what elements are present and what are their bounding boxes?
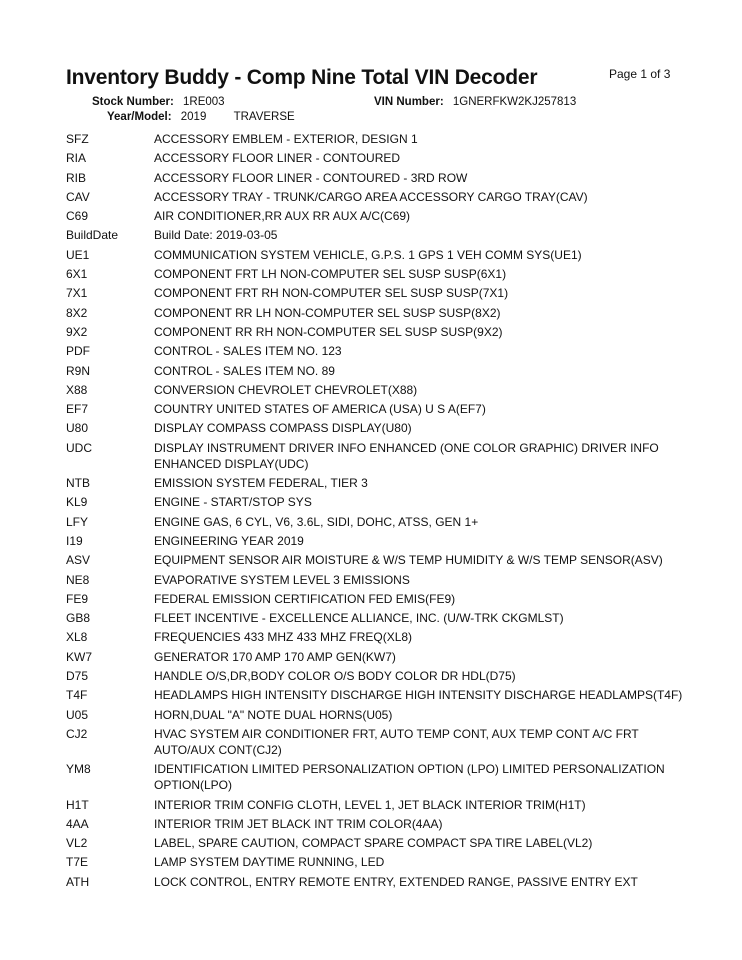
option-code: 9X2 [66,324,88,339]
option-description: LABEL, SPARE CAUTION, COMPACT SPARE COMPACT SPA TIRE LABEL(VL2) [154,836,593,851]
option-row [66,363,686,379]
option-code: BuildDate [66,228,119,243]
option-description: COMMUNICATION SYSTEM VEHICLE, G.P.S. 1 GPS 1 VEH COMM SYS(UE1) [154,247,582,262]
option-code: KW7 [66,649,93,664]
option-description: EQUIPMENT SENSOR AIR MOISTURE & W/S TEMP HUMIDITY & W/S TEMP SENSOR(ASV) [154,553,663,568]
option-description: ENGINE GAS, 6 CYL, V6, 3.6L, SIDI, DOHC, ATSS, GEN 1+ [154,514,479,529]
option-description: DISPLAY COMPASS COMPASS DISPLAY(U80) [154,421,412,436]
option-description: INTERIOR TRIM CONFIG CLOTH, LEVEL 1, JET BLACK INTERIOR TRIM(H1T) [154,797,586,812]
option-description: CONVERSION CHEVROLET CHEVROLET(X88) [154,382,418,397]
option-code: 7X1 [66,286,88,301]
option-row [66,797,686,813]
option-code: U80 [66,421,89,436]
option-code: FE9 [66,591,89,606]
option-code: NTB [66,476,90,491]
option-row [66,285,686,301]
option-description: HORN,DUAL "A" NOTE DUAL HORNS(U05) [154,707,393,722]
option-description: ACCESSORY FLOOR LINER - CONTOURED [154,151,401,166]
option-code: YM8 [66,762,91,777]
option-row [66,170,686,186]
option-description: DISPLAY INSTRUMENT DRIVER INFO ENHANCED (ONE COLOR GRAPHIC) DRIVER INFO ENHANCED DISPLAY(UDC) [154,440,659,471]
option-row [66,131,686,147]
option-code: EF7 [66,402,89,417]
option-row [66,494,686,510]
option-code: SFZ [66,132,89,146]
option-description: COUNTRY UNITED STATES OF AMERICA (USA) U S A(EF7) [154,402,486,417]
option-description: EMISSION SYSTEM FEDERAL, TIER 3 [154,476,368,491]
option-row [66,761,686,793]
option-row [66,475,686,491]
option-code: ASV [66,553,91,568]
option-row [66,687,686,703]
option-row [66,208,686,224]
option-code: VL2 [66,836,88,851]
option-code: ATH [66,874,90,889]
vin-number [374,96,576,108]
option-description: CONTROL - SALES ITEM NO. 123 [154,344,342,359]
option-row [66,572,686,588]
option-row [66,816,686,832]
option-row [66,189,686,205]
model-value: TRAVERSE [233,111,295,123]
option-code: RIB [66,170,87,185]
option-row [66,305,686,321]
option-code: 6X1 [66,267,88,282]
option-code: R9N [66,363,91,378]
option-description: ACCESSORY FLOOR LINER - CONTOURED - 3RD ROW [154,170,468,185]
option-description: COMPONENT FRT RH NON-COMPUTER SEL SUSP SUSP(7X1) [154,286,509,301]
option-code: T7E [66,855,89,870]
option-row [66,247,686,263]
option-code-list [66,131,686,893]
option-code: I19 [66,533,83,548]
option-code: C69 [66,209,89,224]
option-description: LOCK CONTROL, ENTRY REMOTE ENTRY, EXTENDED RANGE, PASSIVE ENTRY EXT [154,874,638,889]
option-description: AIR CONDITIONER,RR AUX RR AUX A/C(C69) [154,209,411,224]
option-description: HVAC SYSTEM AIR CONDITIONER FRT, AUTO TEMP CONT, AUX TEMP CONT A/C FRT AUTO/AUX CONT(CJ2) [154,726,639,757]
option-row [66,835,686,851]
option-row [66,440,686,472]
year-value: 2019 [180,111,207,123]
option-code: X88 [66,382,88,397]
option-row [66,420,686,436]
option-row [66,610,686,626]
option-row [66,591,686,607]
option-row [66,874,686,890]
option-row [66,707,686,723]
option-description: EVAPORATIVE SYSTEM LEVEL 3 EMISSIONS [154,572,410,587]
stock-number-label: Stock Number: [92,96,174,108]
option-code: GB8 [66,611,91,626]
option-description: IDENTIFICATION LIMITED PERSONALIZATION OPTION (LPO) LIMITED PERSONALIZATION OPTION(LPO) [154,762,665,793]
option-row [66,382,686,398]
option-description: LAMP SYSTEM DAYTIME RUNNING, LED [154,855,385,870]
option-code: UE1 [66,247,90,262]
option-row [66,343,686,359]
option-code: RIA [66,151,87,166]
option-description: FLEET INCENTIVE - EXCELLENCE ALLIANCE, INC. (U/W-TRK CKGMLST) [154,611,564,626]
option-code: U05 [66,707,89,722]
option-code: 8X2 [66,305,88,320]
option-row [66,324,686,340]
option-code: H1T [66,797,89,812]
option-row [66,629,686,645]
page-number: Page 1 of 3 [609,67,671,81]
option-code: KL9 [66,495,88,510]
option-description: INTERIOR TRIM JET BLACK INT TRIM COLOR(4AA) [154,816,443,831]
option-row [66,227,686,243]
option-description: COMPONENT RR LH NON-COMPUTER SEL SUSP SUSP(8X2) [154,305,501,320]
option-code: 4AA [66,816,89,831]
option-description: FEDERAL EMISSION CERTIFICATION FED EMIS(FE9) [154,591,456,606]
option-description: HEADLAMPS HIGH INTENSITY DISCHARGE HIGH INTENSITY DISCHARGE HEADLAMPS(T4F) [154,688,683,703]
option-description: ACCESSORY TRAY - TRUNK/CARGO AREA ACCESSORY CARGO TRAY(CAV) [154,189,588,204]
option-row [66,668,686,684]
option-description: ACCESSORY EMBLEM - EXTERIOR, DESIGN 1 [154,132,418,146]
option-code: LFY [66,514,89,529]
option-row [66,150,686,166]
option-code: T4F [66,688,88,703]
option-row [66,726,686,758]
option-description: CONTROL - SALES ITEM NO. 89 [154,363,335,378]
option-description: FREQUENCIES 433 MHZ 433 MHZ FREQ(XL8) [154,630,413,645]
option-code: NE8 [66,572,90,587]
option-code: CAV [66,189,90,204]
option-description: ENGINEERING YEAR 2019 [154,533,304,548]
option-row [66,533,686,549]
option-code: CJ2 [66,726,88,741]
vin-number-value: 1GNERFKW2KJ257813 [452,96,577,108]
option-code: XL8 [66,630,88,645]
option-description: COMPONENT RR RH NON-COMPUTER SEL SUSP SUSP(9X2) [154,324,503,339]
option-row [66,401,686,417]
option-description: Build Date: 2019-03-05 [154,228,278,243]
option-description: HANDLE O/S,DR,BODY COLOR O/S BODY COLOR DR HDL(D75) [154,669,516,684]
option-code: PDF [66,344,90,359]
option-row [66,649,686,665]
year-model [107,111,295,123]
vin-number-label: VIN Number: [374,96,444,108]
document-title: Inventory Buddy - Comp Nine Total VIN Decoder [66,66,538,89]
year-model-label: Year/Model: [107,111,172,123]
stock-number [92,96,225,108]
option-code: D75 [66,669,89,684]
option-row [66,552,686,568]
option-row [66,514,686,530]
option-description: COMPONENT FRT LH NON-COMPUTER SEL SUSP SUSP(6X1) [154,267,507,282]
stock-number-value: 1RE003 [183,96,225,108]
option-row [66,854,686,870]
option-row [66,266,686,282]
option-description: ENGINE - START/STOP SYS [154,495,312,510]
option-description: GENERATOR 170 AMP 170 AMP GEN(KW7) [154,649,396,664]
option-code: UDC [66,440,92,455]
